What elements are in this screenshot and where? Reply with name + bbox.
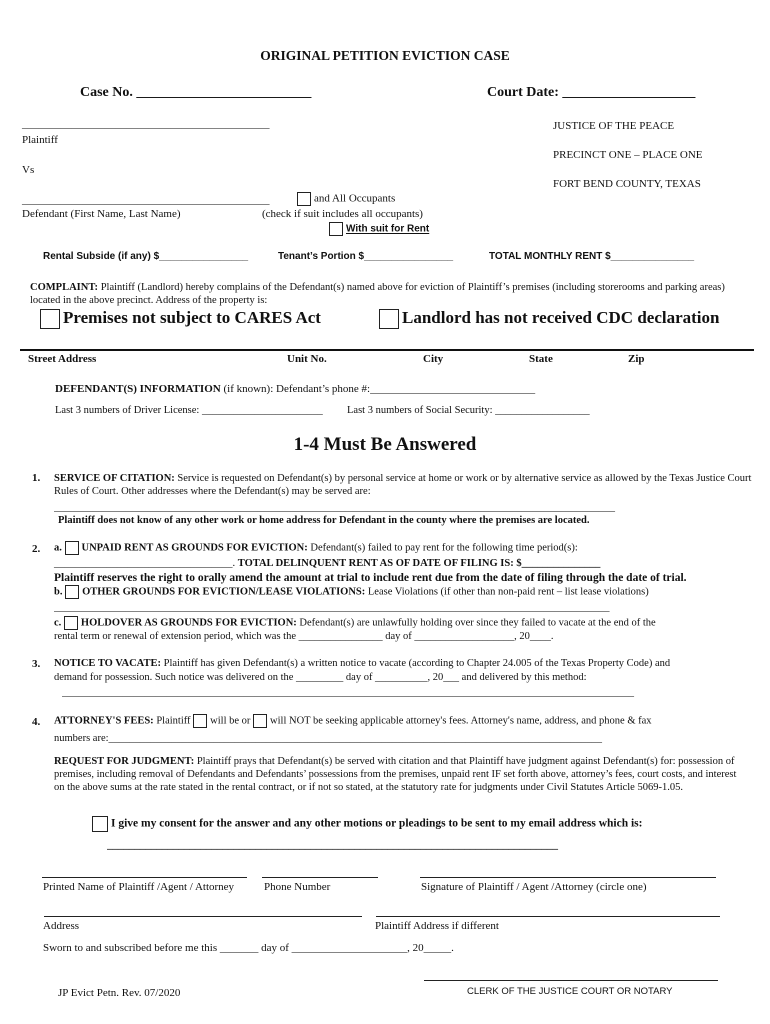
vs-label: Vs: [22, 164, 35, 176]
signature-line[interactable]: [420, 877, 716, 878]
other-grounds-row: [54, 585, 649, 599]
complaint-text: Plaintiff (Landlord) hereby complains of the Defendant(s) named above for eviction of Plaintiff’s premises (including storerooms and parking areas) located in the above precinct. Address of the property is:: [30, 282, 725, 306]
notice-to-vacate-row: [54, 658, 670, 669]
reserve-right-note: Plaintiff reserves the right to orally amend the amount at trial to include rent due from the date of filing through the date of trial.: [54, 572, 687, 584]
with-suit-row: [329, 222, 429, 236]
all-occupants-row: [297, 192, 395, 206]
rental-subside-field[interactable]: Rental Subside (if any) $________________: [43, 251, 249, 262]
judgment-text: Plaintiff prays that Defendant(s) be served with citation and that Plaintiff have judgment against Defendant(s) for: possession of premises, including removal of Defendants and Defendants’ possessions from the premises, unpaid rent IF set forth above, attorney’s fees, court costs, and interest on the above sums at the rate stated in the rental contract, or if not so stated, at the statutory rate for judgments under Civil Statutes Article 5069-1.05.: [54, 756, 737, 793]
phone-number-label: Phone Number: [264, 881, 331, 893]
court-line-1: JUSTICE OF THE PEACE: [553, 120, 675, 132]
check-occupants-label: (check if suit includes all occupants): [262, 208, 423, 220]
court-date-field[interactable]: Court Date: ___________________: [487, 85, 696, 100]
complaint-paragraph: [30, 281, 742, 307]
attorney-fees-heading: ATTORNEY'S FEES:: [54, 715, 154, 727]
judgment-heading: REQUEST FOR JUDGMENT:: [54, 756, 195, 767]
street-address-label: Street Address: [28, 353, 97, 365]
will-not-checkbox[interactable]: [253, 714, 267, 728]
item-a-letter: a.: [54, 542, 62, 554]
consent-label: I give my consent for the answer and any other motions or pleadings to be sent to my email address which is:: [111, 817, 643, 830]
defendant-info-row: [55, 383, 535, 395]
defendant-info-heading: DEFENDANT(S) INFORMATION: [55, 383, 221, 395]
item-c-letter: c.: [54, 617, 62, 629]
landlord-cdc-checkbox[interactable]: [379, 309, 399, 329]
notice-to-vacate-text: Plaintiff has given Defendant(s) a written notice to vacate (according to Chapter 24.005 of the Texas Property Code) and: [163, 658, 671, 669]
service-address-field[interactable]: ______________________________________________________________________________________________________: [54, 501, 615, 513]
address-rule: [20, 349, 754, 351]
clerk-signature-line[interactable]: [424, 980, 718, 981]
plaintiff-field[interactable]: _____________________________________________: [22, 118, 270, 130]
holdover-heading: HOLDOVER AS GROUNDS FOR EVICTION:: [80, 617, 297, 629]
unpaid-rent-text: Defendant(s) failed to pay rent for the following time period(s):: [310, 542, 578, 554]
section-1-paragraph: [54, 472, 754, 498]
unpaid-rent-heading: UNPAID RENT AS GROUNDS FOR EVICTION:: [81, 542, 308, 554]
unpaid-period-field[interactable]: __________________________________.: [54, 558, 236, 569]
landlord-cdc-label: Landlord has not received CDC declaration: [402, 308, 720, 327]
section-1-number: 1.: [32, 472, 41, 484]
holdover-row: [54, 616, 656, 630]
plaintiff-address-label: Plaintiff Address if different: [375, 920, 499, 932]
will-not-label: will NOT be seeking applicable attorney's fees. Attorney's name, address, and phone & fax: [270, 715, 652, 727]
unpaid-period-row: [54, 558, 600, 569]
must-answer-heading: 1-4 Must Be Answered: [293, 434, 477, 455]
address-line[interactable]: [44, 916, 362, 917]
driver-license-field[interactable]: Last 3 numbers of Driver License: _______________________: [55, 405, 323, 416]
social-security-field[interactable]: Last 3 numbers of Social Security: __________________: [347, 405, 590, 416]
holdover-checkbox[interactable]: [64, 616, 78, 630]
notice-delivery-field[interactable]: demand for possession. Such notice was delivered on the _________ day of __________, 20___ and delivered by this method:: [54, 672, 587, 683]
will-be-checkbox[interactable]: [193, 714, 207, 728]
section-4-number: 4.: [32, 716, 41, 728]
premises-cares-row: [40, 308, 321, 329]
service-of-citation-text: Service is requested on Defendant(s) by personal service at home or work or by alternative service as allowed by the Texas Justice Court Rules of Court. Other addresses where the Defendant(s) may be served are:: [54, 473, 752, 497]
premises-cares-label: Premises not subject to CARES Act: [63, 308, 321, 327]
sworn-statement-field[interactable]: Sworn to and subscribed before me this _______ day of _____________________, 20_____.: [43, 942, 454, 954]
plaintiff-address-line[interactable]: [376, 916, 720, 917]
defendant-field[interactable]: _____________________________________________: [22, 194, 270, 206]
form-revision: JP Evict Petn. Rev. 07/2020: [58, 987, 181, 999]
holdover-text: Defendant(s) are unlawfully holding over since they failed to vacate at the end of the: [299, 617, 656, 629]
landlord-cdc-row: [379, 308, 720, 329]
section-2-number: 2.: [32, 543, 41, 555]
unpaid-rent-checkbox[interactable]: [65, 541, 79, 555]
court-line-3: FORT BEND COUNTY, TEXAS: [553, 178, 701, 190]
notice-to-vacate-heading: NOTICE TO VACATE:: [54, 658, 161, 669]
unpaid-rent-row: [54, 541, 578, 555]
section-3-number: 3.: [32, 658, 41, 670]
phone-line[interactable]: [262, 877, 378, 878]
attorney-info-field[interactable]: numbers are:______________________________________________________________________________________________: [54, 733, 603, 744]
all-occupants-label: and All Occupants: [314, 192, 396, 205]
page-title: ORIGINAL PETITION EVICTION CASE: [260, 48, 510, 63]
printed-name-label: Printed Name of Plaintiff /Agent / Attorney: [43, 881, 235, 893]
no-other-address-note: Plaintiff does not know of any other work or home address for Defendant in the county where the premises are located.: [58, 515, 590, 526]
will-be-label: will be or: [210, 715, 251, 727]
all-occupants-checkbox[interactable]: [297, 192, 311, 206]
complaint-heading: COMPLAINT:: [30, 282, 99, 293]
other-grounds-text: Lease Violations (if other than non-paid rent – list lease violations): [367, 586, 649, 598]
judgment-paragraph: [54, 755, 749, 794]
attorney-fees-row: [54, 714, 652, 728]
delivery-method-field[interactable]: ________________________________________________________________________________________________________: [62, 686, 634, 698]
defendant-phone-field[interactable]: (if known): Defendant’s phone #:______________________________: [223, 383, 536, 395]
service-of-citation-heading: SERVICE OF CITATION:: [54, 473, 175, 484]
court-line-2: PRECINCT ONE – PLACE ONE: [553, 149, 703, 161]
printed-name-line[interactable]: [42, 877, 247, 878]
with-suit-checkbox[interactable]: [329, 222, 343, 236]
rental-term-field[interactable]: rental term or renewal of extension period, which was the ________________ day of ___________________, 20____.: [54, 631, 554, 642]
attorney-fees-plaintiff: Plaintiff: [156, 715, 191, 727]
total-monthly-rent-field[interactable]: TOTAL MONTHLY RENT $_______________: [489, 251, 695, 262]
address-label: Address: [43, 920, 80, 932]
tenant-portion-field[interactable]: Tenant’s Portion $________________: [278, 251, 454, 262]
city-label: City: [423, 353, 444, 365]
unit-no-label: Unit No.: [287, 353, 327, 365]
other-grounds-checkbox[interactable]: [65, 585, 79, 599]
item-b-letter: b.: [54, 586, 63, 598]
consent-row: [92, 816, 642, 832]
total-delinquent-rent-field[interactable]: TOTAL DELINQUENT RENT AS OF DATE OF FILING IS: $_______________: [237, 558, 601, 569]
other-grounds-heading: OTHER GROUNDS FOR EVICTION/LEASE VIOLATIONS:: [82, 586, 366, 598]
zip-label: Zip: [628, 353, 645, 365]
lease-violations-field[interactable]: _____________________________________________________________________________________________________: [54, 601, 610, 613]
consent-checkbox[interactable]: [92, 816, 108, 832]
state-label: State: [529, 353, 553, 365]
with-suit-label: With suit for Rent: [346, 223, 430, 235]
signature-label: Signature of Plaintiff / Agent /Attorney (circle one): [421, 881, 647, 893]
clerk-label: CLERK OF THE JUSTICE COURT OR NOTARY: [467, 986, 673, 997]
plaintiff-label: Plaintiff: [22, 134, 58, 146]
consent-email-field[interactable]: __________________________________________________________________________________: [107, 839, 558, 851]
premises-cares-checkbox[interactable]: [40, 309, 60, 329]
case-no-field[interactable]: Case No. _________________________: [80, 85, 312, 100]
defendant-label: Defendant (First Name, Last Name): [22, 208, 181, 220]
